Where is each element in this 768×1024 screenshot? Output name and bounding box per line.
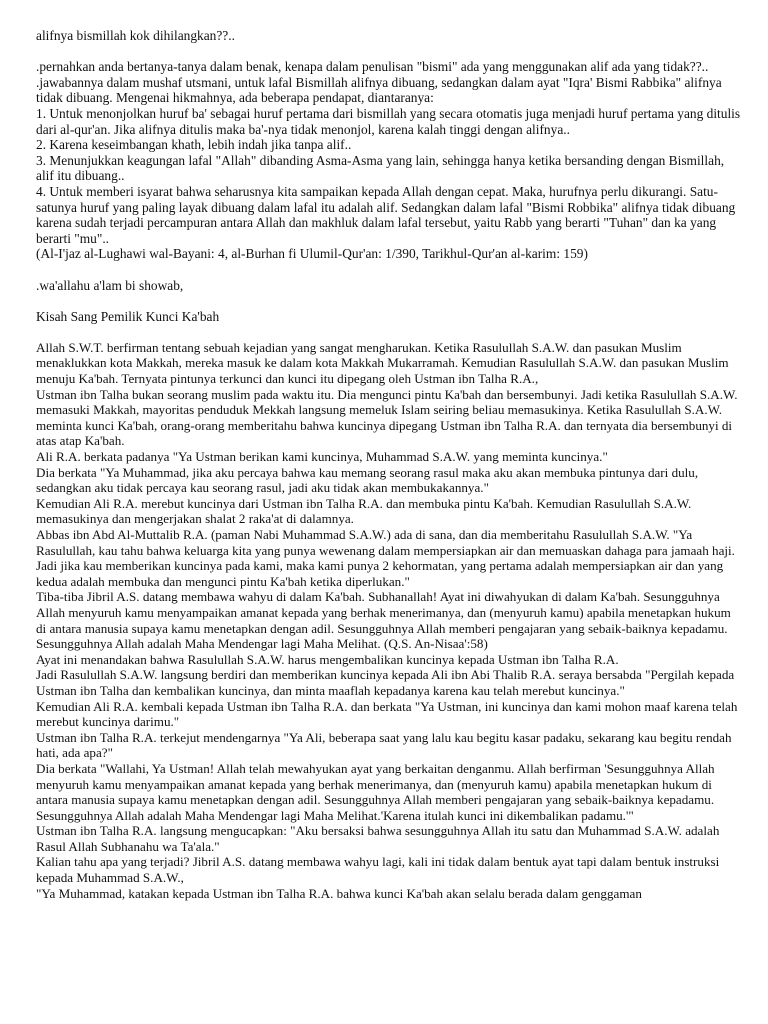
- answer-paragraph: .jawabannya dalam mushaf utsmani, untuk lafal Bismillah alifnya dibuang, sedangkan dalam ayat "Iqra' Bismi Rabbika" alifnya tidak dibuang. Mengenai hikmahnya, ada beberapa pendapat, diantaranya:: [36, 74, 722, 106]
- spacer: [36, 44, 742, 60]
- reason-3: 3. Menunjukkan keagungan lafal "Allah" dibanding Asma-Asma yang lain, sehingga hanya ketika bersanding dengan Bismillah, alif itu dibuang..: [36, 152, 725, 184]
- story-paragraph: Kemudian Ali R.A. kembali kepada Ustman ibn Talha R.A. dan berkata "Ya Ustman, ini kuncinya dan kami mohon maaf karena telah merebut kuncinya darimu.": [36, 698, 738, 730]
- story-paragraph: Allah S.W.T. berfirman tentang sebuah kejadian yang sangat mengharukan. Ketika Rasulullah S.A.W. dan pasukan Muslim menaklukkan kota Makkah, mereka masuk ke dalam kota Makkah Mukarramah. Kemudian Rasulullah S.A.W. dan pasukan Muslim menuju Ka'bah. Ternyata pintunya terkunci dan kunci itu dipegang oleh Ustman ibn Talha R.A.,: [36, 339, 729, 387]
- reason-2: 2. Karena keseimbangan khath, lebih indah jika tanpa alif..: [36, 137, 352, 153]
- document-page: [36, 28, 742, 901]
- spacer: [36, 262, 742, 278]
- story-paragraph: Dia berkata "Ya Muhammad, jika aku percaya bahwa kau memang seorang rasul maka aku akan membuka pintunya dari dulu, sedangkan aku tidak percaya kau seorang rasul, jadi aku tidak akan membukakannya.": [36, 464, 699, 496]
- story-paragraph: Ustman ibn Talha R.A. langsung mengucapkan: "Aku bersaksi bahwa sesungguhnya Allah itu satu dan Muhammad S.A.W. adalah Rasul Allah Subhanahu wa Ta'ala.": [36, 823, 720, 854]
- story-paragraph: Dia berkata "Wallahi, Ya Ustman! Allah telah mewahyukan ayat yang berkaitan denganmu. Allah berfirman 'Sesungguhnya Allah menyuruh kamu menyampaikan amanat kepada yang berhak menerimanya, dan (menyuruh kamu) apabila menetapkan hukum di antara manusia supaya kamu menetapkan dengan adil. Sesungguhnya Allah memberi pengajaran yang sebaik-baiknya kepadamu. Sesungguhnya Allah adalah Maha Mendengar lagi Maha Melihat.'Karena itulah kunci ini dikembalikan padamu.'": [36, 760, 715, 823]
- closing-line: .wa'allahu a'lam bi showab,: [36, 277, 184, 293]
- story-title: Kisah Sang Pemilik Kunci Ka'bah: [36, 308, 220, 324]
- story-section: [36, 340, 742, 901]
- story-paragraph: Kalian tahu apa yang terjadi? Jibril A.S. datang membawa wahyu lagi, kali ini tidak dalam bentuk ayat tapi dalam bentuk instruksi kepada Muhammad S.A.W.,: [36, 854, 720, 886]
- reason-4: 4. Untuk memberi isyarat bahwa seharusnya kita sampaikan kepada Allah dengan cepat. Maka, hurufnya perlu dikurangi. Satu-satunya huruf yang paling layak dibuang dalam lafal itu adalah alif. Sedangkan dalam lafal "Bismi Robbika" alifnya tidak dibuang karena sudah terjadi percampuran antara Allah dan makhluk dalam lafal tersebut, yaitu Rabb yang berarti "Tuhan" dan ka yang berarti "mu"..: [36, 183, 736, 246]
- story-paragraph: Jadi Rasulullah S.A.W. langsung berdiri dan memberikan kuncinya kepada Ali ibn Abi Thalib R.A. seraya bersabda "Pergilah kepada Ustman ibn Talha dan kembalikan kuncinya, dan minta maaflah kepadanya karena kau telah merebut kuncinya.": [36, 667, 735, 698]
- story-paragraph: "Ya Muhammad, katakan kepada Ustman ibn Talha R.A. bahwa kunci Ka'bah akan selalu berada dalam genggaman: [36, 885, 642, 901]
- reason-1: 1. Untuk menonjolkan huruf ba' sebagai huruf pertama dari bismillah yang secara otomatis juga menjadi huruf pertama yang ditulis dari al-qur'an. Jika alifnya ditulis maka ba'-nya tidak menonjol, karena kalah tinggi dengan alifnya..: [36, 105, 741, 137]
- story-paragraph: Abbas ibn Abd Al-Muttalib R.A. (paman Nabi Muhammad S.A.W.) ada di sana, dan dia memberitahu Rasulullah S.A.W. "Ya Rasulullah, kau tahu bahwa keluarga kita yang punya wewenang dalam mempersiapkan air dan memuaskan dahaga para jamaah haji. Jadi jika kau memberikan kuncinya pada kami, maka kami punya 2 kehormatan, yang pertama adalah mempersiapkan air dan yang kedua adalah membuka dan mengunci pintu Ka'bah ketika diperlukan.": [36, 527, 735, 589]
- story-paragraph: Ali R.A. berkata padanya "Ya Ustman berikan kami kuncinya, Muhammad S.A.W. yang meminta kuncinya.": [36, 449, 608, 465]
- spacer: [36, 324, 742, 340]
- story-paragraph: Ustman ibn Talha bukan seorang muslim pada waktu itu. Dia mengunci pintu Ka'bah dan bersembunyi. Jadi ketika Rasulullah S.A.W. memasuki Makkah, mayoritas penduduk Mekkah langsung memeluk Islam seiring beliau memasukinya. Ketika Rasulullah S.A.W. meminta kunci Ka'bah, orang-orang memberitahu bahwa kuncinya dipegang Ustman ibn Talha R.A. dan ternyata dia bersembunyi di atas atap Ka'bah.: [36, 386, 738, 449]
- spacer: [36, 293, 742, 309]
- story-paragraph: Ustman ibn Talha R.A. terkejut mendengarnya "Ya Ali, beberapa saat yang lalu kau begitu kasar padaku, sekarang kau begitu rendah hati, ada apa?": [36, 729, 732, 761]
- story-paragraph: Kemudian Ali R.A. merebut kuncinya dari Ustman ibn Talha R.A. dan membuka pintu Ka'bah. Kemudian Rasulullah S.A.W. memasukinya dan mengerjakan shalat 2 raka'at di dalamnya.: [36, 495, 692, 527]
- bismillah-section: [36, 59, 742, 262]
- intro-line: alifnya bismillah kok dihilangkan??..: [36, 28, 235, 43]
- question-paragraph: .pernahkan anda bertanya-tanya dalam benak, kenapa dalam penulisan "bismi" ada yang menggunakan alif ada yang tidak??..: [36, 59, 709, 75]
- reference-line: (Al-I'jaz al-Lughawi wal-Bayani: 4, al-Burhan fi Ulumil-Qur'an: 1/390, Tarikhul-Qur'an al-karim: 159): [36, 246, 588, 262]
- story-paragraph: Tiba-tiba Jibril A.S. datang membawa wahyu di dalam Ka'bah. Subhanallah! Ayat ini diwahyukan di dalam Ka'bah. Sesungguhnya Allah menyuruh kamu menyampaikan amanat kepada yang berhak menerimanya, dan (menyuruh kamu) apabila menetapkan hukum di antara manusia supaya kamu menetapkan dengan adil. Sesungguhnya Allah memberi pengajaran yang sebaik-baiknya kepadamu. Sesungguhnya Allah adalah Maha Mendengar lagi Maha Melihat. (Q.S. An-Nisaa':58): [36, 589, 731, 652]
- story-paragraph: Ayat ini menandakan bahwa Rasulullah S.A.W. harus mengembalikan kuncinya kepada Ustman ibn Talha R.A.: [36, 651, 619, 667]
